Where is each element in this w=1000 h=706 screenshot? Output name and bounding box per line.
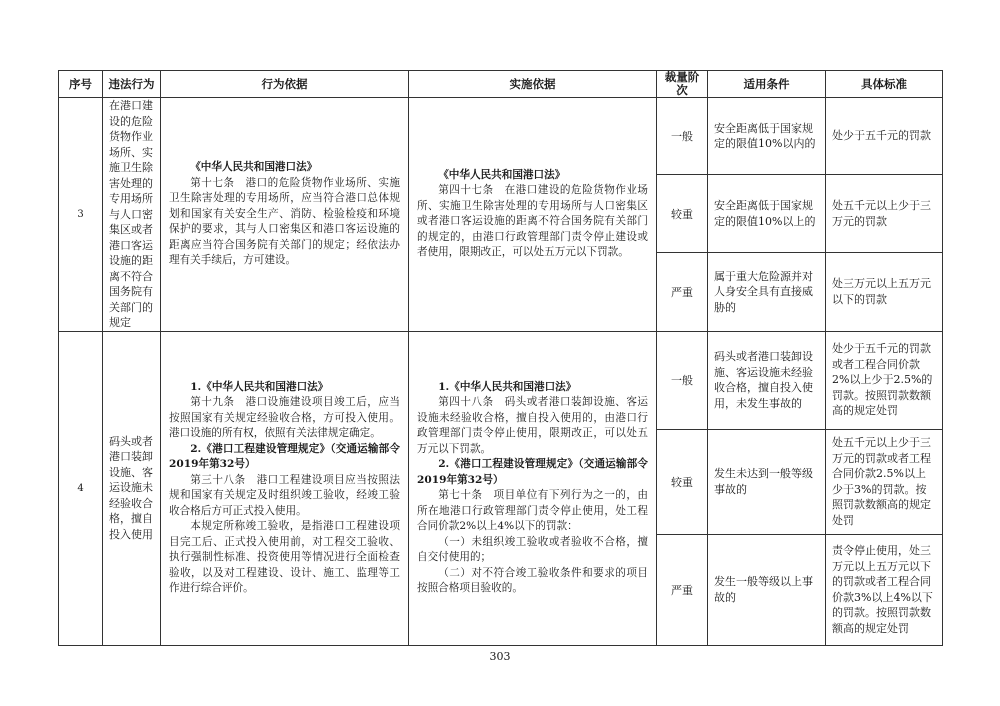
row-violation: 在港口建设的危险货物作业场所、实施卫生除害处理的专用场所与人口密集区或者港口客运设施的距离不符合国务院有关部门的规定 xyxy=(103,98,161,332)
level-condition: 安全距离低于国家规定的限值10%以内的 xyxy=(708,98,826,175)
level-condition: 发生一般等级以上事故的 xyxy=(708,534,826,645)
level-label: 较重 xyxy=(657,175,708,253)
header-act: 违法行为 xyxy=(103,71,161,98)
level-condition: 码头或者港口装卸设施、客运设施未经验收合格，擅自投入使用，未发生事故的 xyxy=(708,331,826,429)
basis-title: 《中华人民共和国港口法》 xyxy=(190,161,318,173)
row-legal-basis xyxy=(161,331,409,645)
row-impl-basis xyxy=(409,98,657,332)
impl-title: 1.《中华人民共和国港口法》 xyxy=(438,380,577,393)
level-label: 严重 xyxy=(657,534,708,645)
penalty-table xyxy=(58,70,943,646)
basis-text: 第十七条 港口的危险货物作业场所、实施卫生除害处理的专用场所，应当符合港口总体规划和国家有关安全生产、消防、检验检疫和环境保护的要求，其与人口密集区和港口客运设施的距离应当符合国务院有关部门的规定；经依法办理有关手续后，方可建设。 xyxy=(169,176,400,266)
row-seq: 3 xyxy=(59,98,103,332)
row-seq: 4 xyxy=(59,331,103,645)
level-standard: 处三万元以上五万元以下的罚款 xyxy=(826,253,943,331)
table-header-row xyxy=(59,71,943,98)
basis-text: 本规定所称竣工验收，是指港口工程建设项目完工后、正式投入使用前，对工程交工验收、执行强制性标准、投资使用等情况进行全面检查验收，以及对工程建设、设计、施工、监理等工作进行综合评价。 xyxy=(169,520,400,594)
level-standard: 处少于五千元的罚款或者工程合同价款2%以上少于2.5%的罚款。按照罚款数额高的规定处罚 xyxy=(826,331,943,429)
level-standard: 责令停止使用，处三万元以上五万元以下的罚款或者工程合同价款3%以上4%以下的罚款。按照罚款数额高的规定处罚 xyxy=(826,534,943,645)
level-condition: 属于重大危险源并对人身安全具有直接威胁的 xyxy=(708,253,826,331)
level-label: 一般 xyxy=(657,98,708,175)
header-seq: 序号 xyxy=(59,71,103,98)
row-impl-basis xyxy=(409,331,657,645)
impl-title: 《中华人民共和国港口法》 xyxy=(438,168,566,181)
level-standard: 处五千元以上少于三万元的罚款 xyxy=(826,175,943,253)
level-standard: 处五千元以上少于三万元的罚款或者工程合同价款2.5%以上少于3%的罚款。按照罚款数额高的规定处罚 xyxy=(826,429,943,534)
basis-text: 第十九条 港口设施建设项目竣工后，应当按照国家有关规定经验收合格，方可投入使用。港口设施的所有权，依照有关法律规定确定。 xyxy=(169,396,400,439)
impl-text: 第四十八条 码头或者港口装卸设施、客运设施未经验收合格，擅自投入使用的，由港口行政管理部门责令停止使用，限期改正，可以处五万元以下罚款。 xyxy=(417,396,648,455)
impl-text: （二）对不符合竣工验收条件和要求的项目按照合格项目验收的。 xyxy=(417,566,648,594)
basis-text: 第三十八条 港口工程建设项目应当按照法规和国家有关规定及时组织竣工验收，经竣工验收合格后方可正式投入使用。 xyxy=(169,473,400,517)
row-legal-basis xyxy=(161,98,409,332)
level-label: 一般 xyxy=(657,331,708,429)
row-violation: 码头或者港口装卸设施、客运设施未经验收合格，擅自投入使用 xyxy=(103,331,161,645)
impl-text: （一）未组织竣工验收或者验收不合格，擅自交付使用的； xyxy=(417,535,648,563)
impl-text: 第七十条 项目单位有下列行为之一的，由所在地港口行政管理部门责令停止使用，处工程合同价款2%以上4%以下的罚款： xyxy=(417,489,648,532)
header-basis: 行为依据 xyxy=(161,71,409,98)
level-label: 较重 xyxy=(657,429,708,534)
level-condition: 安全距离低于国家规定的限值10%以上的 xyxy=(708,175,826,253)
table-row xyxy=(59,98,943,175)
level-standard: 处少于五千元的罚款 xyxy=(826,98,943,175)
header-cond: 适用条件 xyxy=(708,71,826,98)
impl-title: 2.《港口工程建设管理规定》（交通运输部令2019年第32号） xyxy=(417,458,648,486)
impl-text: 第四十七条 在港口建设的危险货物作业场所、实施卫生除害处理的专用场所与人口密集区或者港口客运设施的距离不符合国务院有关部门的规定的，由港口行政管理部门责令停止建设或者使用，限期改正，可以处五万元以下罚款。 xyxy=(417,184,648,259)
level-label: 严重 xyxy=(657,253,708,331)
basis-title: 1.《中华人民共和国港口法》 xyxy=(190,380,329,393)
table-row xyxy=(59,331,943,429)
header-std: 具体标准 xyxy=(826,71,943,98)
header-impl: 实施依据 xyxy=(409,71,657,98)
basis-title: 2.《港口工程建设管理规定》（交通运输部令2019年第32号） xyxy=(169,442,400,470)
page-number: 303 xyxy=(489,650,511,663)
header-level: 裁量阶次 xyxy=(657,71,708,98)
level-condition: 发生未达到一般等级事故的 xyxy=(708,429,826,534)
